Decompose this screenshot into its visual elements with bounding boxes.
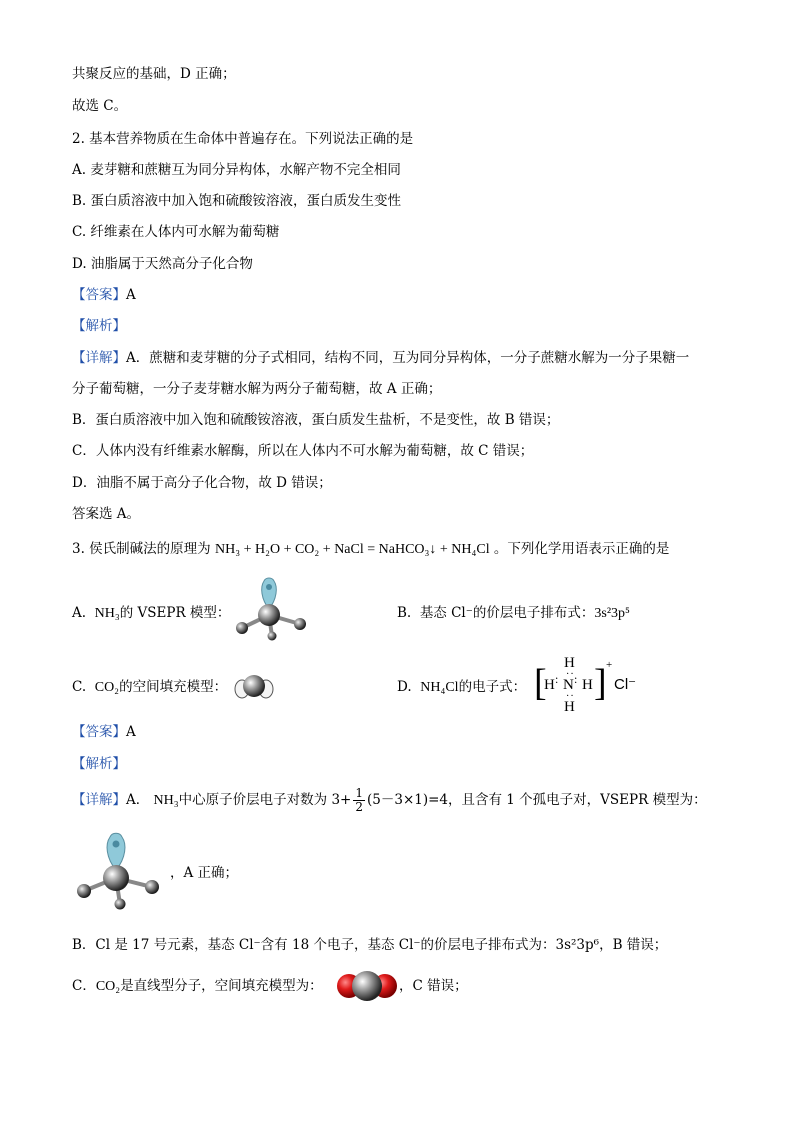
text-line: 共聚反应的基础，D 正确； xyxy=(72,66,236,82)
question-2-stem: 2. 基本营养物质在生命体中普遍存在。下列说法正确的是 xyxy=(72,131,414,147)
q3-detail-c-end: ，C 错误； xyxy=(399,978,468,994)
option-text: 基态 Cl⁻的价层电子排布式： xyxy=(419,605,595,621)
left-bracket: [ xyxy=(534,662,547,704)
stem-prefix: 3. 侯氏制碱法的原理为 xyxy=(72,541,215,557)
atom-h-top: H xyxy=(564,655,575,671)
q2-detail-d: D．油脂不属于高分子化合物，故 D 错误； xyxy=(72,475,332,491)
q2-option-a: A. 麦芽糖和蔗糖互为同分异构体，水解产物不完全相同 xyxy=(72,162,401,178)
q3-option-b xyxy=(397,603,630,624)
q2-answer xyxy=(72,285,136,305)
option-label: A. xyxy=(72,605,87,621)
answer-tag: 【答案】 xyxy=(72,287,126,303)
q2-detail-b: B．蛋白质溶液中加入饱和硫酸铵溶液，蛋白质发生盐析，不是变性，故 B 错误； xyxy=(72,412,560,428)
nh3-formula: NH₃ xyxy=(153,793,179,808)
atom-h-right: H xyxy=(582,677,593,693)
answer-value: A xyxy=(126,724,136,740)
electron-configuration: 3s²3p⁵ xyxy=(594,606,630,621)
q3-option-d xyxy=(397,677,526,698)
right-bracket: ] xyxy=(594,662,607,704)
q3-detail-c xyxy=(72,976,323,997)
electron-dots: ·· xyxy=(566,691,575,702)
q3-option-c xyxy=(72,677,227,698)
q2-option-c: C. 纤维素在人体内可水解为葡萄糖 xyxy=(72,224,280,240)
atom-h-left: H xyxy=(544,677,555,693)
q3-detail-a-end: ，A 正确； xyxy=(170,865,239,881)
atom-n: N xyxy=(563,677,574,693)
detail-prefix: C． xyxy=(72,978,96,994)
co2-formula: CO₂ xyxy=(95,979,121,994)
q2-option-d: D. 油脂属于天然高分子化合物 xyxy=(72,256,253,272)
q3-analysis-tag: 【解析】 xyxy=(72,756,126,772)
co2-wrong-space-filling-model-image xyxy=(234,672,274,702)
electron-dots: : xyxy=(555,672,559,686)
answer-value: A xyxy=(126,287,136,303)
detail-tag: 【详解】 xyxy=(72,350,126,366)
q2-choose: 答案选 A。 xyxy=(72,506,141,522)
q2-detail-c: C．人体内没有纤维素水解酶，所以在人体内不可水解为葡萄糖，故 C 错误； xyxy=(72,443,534,459)
co2-formula: CO₂ xyxy=(94,680,120,695)
nh4cl-formula: NH₄Cl xyxy=(420,680,459,695)
fraction-numerator: 1 xyxy=(355,786,363,800)
detail-text: (5－3×1)=4，且含有 1 个孤电子对，VSEPR 模型为： xyxy=(367,792,707,808)
detail-prefix: A． xyxy=(126,792,150,808)
q3-detail-b: B．Cl 是 17 号元素，基态 Cl⁻含有 18 个电子，基态 Cl⁻的价层电子排布式为：3s²3p⁶，B 错误； xyxy=(72,937,668,953)
stem-suffix: 。下列化学用语表示正确的是 xyxy=(489,541,670,557)
electron-dots: : xyxy=(574,672,578,686)
option-label: B. xyxy=(397,605,412,621)
q3-option-a xyxy=(72,603,230,624)
text-line: 故选 C。 xyxy=(72,98,128,114)
atom-h-bottom: H xyxy=(564,699,575,715)
option-text: 的空间填充模型： xyxy=(119,679,228,695)
option-label: D. xyxy=(397,679,412,695)
detail-text: A．蔗糖和麦芽糖的分子式相同，结构不同，互为同分异构体，一分子蔗糖水解为一分子果糖一 xyxy=(126,350,690,366)
fraction-denominator: 2 xyxy=(355,800,363,814)
q2-detail-a-line1 xyxy=(72,348,689,368)
q2-option-b: B. 蛋白质溶液中加入饱和硫酸铵溶液，蛋白质发生变性 xyxy=(72,193,402,209)
q3-answer xyxy=(72,722,136,742)
q3-detail-a xyxy=(72,787,707,814)
nh3-vsepr-model-image xyxy=(228,573,312,641)
charge-plus: + xyxy=(606,659,613,671)
detail-tag: 【详解】 xyxy=(72,792,126,808)
option-text: 的电子式： xyxy=(458,679,527,695)
nh3-vsepr-model-answer-image xyxy=(68,830,168,912)
co2-space-filling-model-image xyxy=(336,967,398,1005)
q2-analysis-tag: 【解析】 xyxy=(72,318,126,334)
q2-detail-a-line2: 分子葡萄糖，一分子麦芽糖水解为两分子葡萄糖，故 A 正确； xyxy=(72,381,442,397)
option-label: C. xyxy=(72,679,87,695)
fraction-one-half xyxy=(353,787,365,814)
detail-text: 中心原子价层电子对数为 3+ xyxy=(178,792,352,808)
nh4cl-electron-formula xyxy=(534,655,644,715)
nh3-formula: NH₃ xyxy=(94,606,120,621)
answer-tag: 【答案】 xyxy=(72,724,126,740)
electron-dots: ·· xyxy=(566,669,575,680)
reaction-equation: NH₃ + H₂O + CO₂ + NaCl = NaHCO₃↓ + NH₄Cl xyxy=(214,542,490,557)
question-3-stem xyxy=(72,539,669,560)
option-text: 的 VSEPR 模型： xyxy=(119,605,231,621)
detail-text: 是直线型分子，空间填充模型为： xyxy=(120,978,323,994)
chloride-ion: Cl⁻ xyxy=(614,676,637,693)
